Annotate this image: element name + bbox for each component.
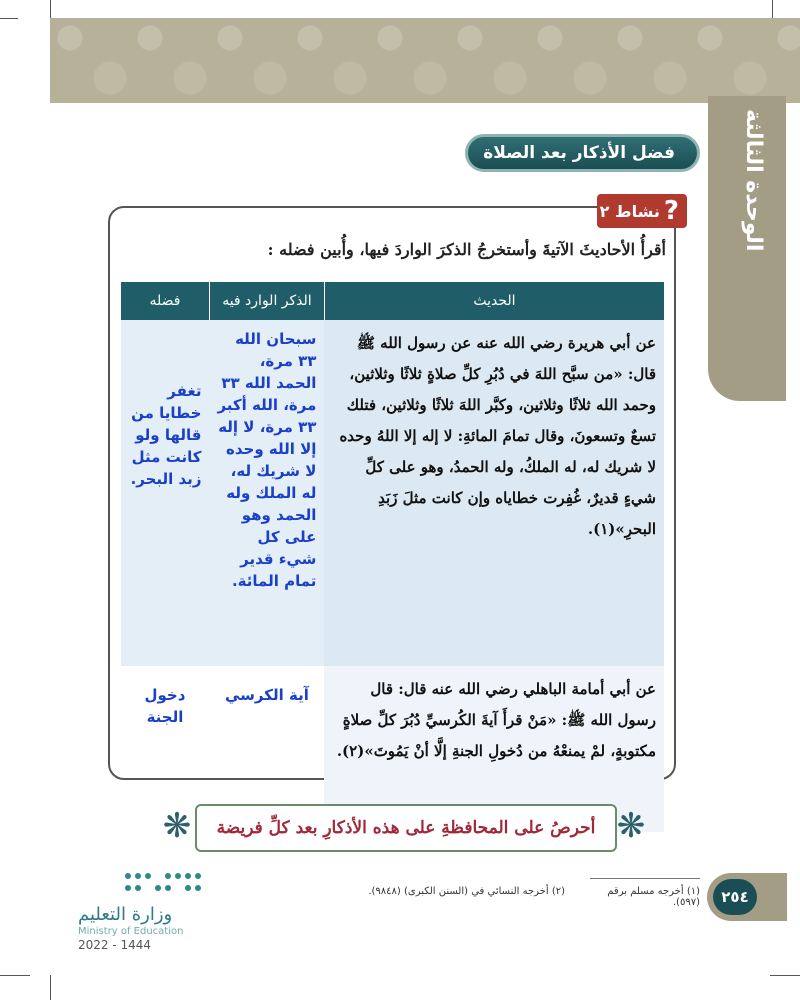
dhikr-text: سبحان الله ٣٣ مرة، الحمد الله ٣٣ مرة، الله أكبر ٣٣ مرة، لا إله إلا الله وحده لا شريك له، له الملك وله الحمد وهو على كل شيء قدير تمام المائة. bbox=[209, 320, 324, 666]
header-dhikr: الذكر الوارد فيه bbox=[209, 282, 324, 320]
crop-mark bbox=[50, 975, 51, 1000]
header-banner bbox=[50, 18, 800, 103]
crop-mark bbox=[0, 18, 18, 19]
virtue-text: دخول الجنة bbox=[144, 686, 186, 726]
hadith-text: عن أبي هريرة رضي الله عنه عن رسول الله ﷺ قال: «من سبَّح اللهَ في دُبُرِ كلِّ صلاةٍ ثلاثًا وثلاثين، وحمد الله ثلاثًا وثلاثين، وكبَّر اللهَ ثلاثًا وثلاثين، فتلك تسعٌ وتسعونَ، وقال تمامَ المائةِ: لا إله إلا اللهُ وحده لا شريك له، له الملكُ، وله الحمدُ، وهو على كلِّ شيءٍ قديرٌ، غُفِرت خطاياه وإن كانت مثلَ زَبَدِ البحرِ»(١). bbox=[324, 320, 664, 666]
page-number-badge bbox=[707, 873, 787, 921]
dhikr-text: آية الكرسي bbox=[225, 686, 309, 704]
hadith-table bbox=[120, 282, 664, 832]
lesson-title: فضل الأذكار بعد الصلاة bbox=[465, 134, 700, 172]
unit-label: الوحدة الثالثة bbox=[741, 108, 766, 252]
footnote-1: (١) أخرجه مسلم برقم (٥٩٧). bbox=[607, 886, 700, 908]
reminder-banner bbox=[160, 796, 648, 856]
footnote-2: (٢) أخرجه النسائي في (السنن الكبرى) (٩٨٤٨). bbox=[368, 886, 565, 897]
ornament-icon: ❋ bbox=[162, 806, 192, 846]
crop-mark bbox=[50, 0, 51, 18]
crop-mark bbox=[772, 0, 773, 18]
hadith-text: عن أبي أمامة الباهلي رضي الله عنه قال: قال رسول الله ﷺ: «مَنْ قرأَ آيةَ الكُرسيِّ دُبُرَ كلِّ صلاةٍ مكتوبةٍ، لمْ يمنعْهُ من دُخولِ الجنةِ إلَّا أنْ يَمُوتَ»(٢). bbox=[324, 666, 664, 832]
header-hadith: الحديث bbox=[324, 282, 664, 320]
activity-instruction: أقرأُ الأحاديثَ الآتيةَ وأستخرجُ الذكرَ الواردَ فيها، وأُبين فضله : bbox=[267, 240, 666, 259]
virtue-text: تغفر خطايا من قالها ولو كانت مثل زبد البحر. bbox=[121, 320, 210, 666]
page-number: ٢٥٤ bbox=[713, 879, 757, 915]
ministry-year: 2022 - 1444 bbox=[78, 938, 152, 952]
header-virtue: فضله bbox=[121, 282, 210, 320]
ministry-name-english: Ministry of Education bbox=[78, 926, 184, 937]
crop-mark bbox=[770, 975, 800, 976]
activity-badge bbox=[597, 194, 687, 228]
footnote-divider bbox=[590, 878, 700, 879]
ornament-icon: ❋ bbox=[616, 806, 646, 846]
ministry-name-arabic: وزارة التعليم bbox=[78, 904, 173, 925]
crop-mark bbox=[0, 975, 30, 976]
question-mark-icon: ? bbox=[663, 196, 679, 226]
activity-label: نشاط ٢ bbox=[599, 201, 660, 221]
table-row bbox=[121, 320, 665, 666]
ministry-logo-icon bbox=[120, 868, 210, 898]
reminder-text: أحرصُ على المحافظةِ على هذه الأذكارِ بعد كلِّ فريضة bbox=[195, 804, 617, 852]
